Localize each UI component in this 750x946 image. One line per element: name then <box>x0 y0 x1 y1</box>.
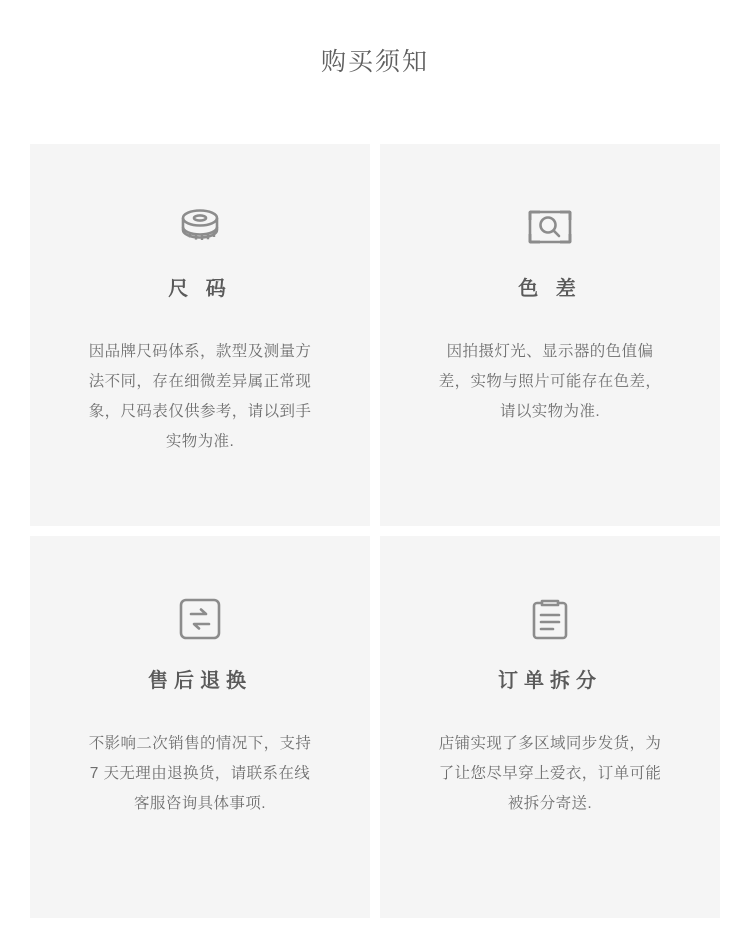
notice-card-body: 因品牌尺码体系，款型及测量方法不同，存在细微差异属正常现象，尺码表仅供参考，请以到手实物为准. <box>88 343 312 450</box>
notice-card-size <box>30 144 370 526</box>
notice-card-body: 店铺实现了多区域同步发货，为了让您尽早穿上爱衣，订单可能被拆分寄送. <box>438 735 662 812</box>
notice-card-title: 色 差 <box>518 278 582 300</box>
notice-card-return <box>30 536 370 918</box>
notice-card-split-order <box>380 536 720 918</box>
notice-card-color <box>380 144 720 526</box>
notice-card-title: 订单拆分 <box>498 670 602 692</box>
notice-card-body: 不影响二次销售的情况下，支持 7 天无理由退换货，请联系在线客服咨询具体事项. <box>88 735 312 812</box>
notice-card-title: 售后退换 <box>148 670 252 692</box>
image-search-icon <box>380 196 720 258</box>
notice-card-body: 因拍摄灯光、显示器的色值偏差，实物与照片可能存在色差，请以实物为准. <box>438 343 662 420</box>
tape-measure-icon <box>30 196 370 258</box>
notice-card-grid <box>30 144 720 918</box>
notice-card-title: 尺 码 <box>168 278 232 300</box>
clipboard-split-icon <box>380 588 720 650</box>
return-exchange-icon <box>30 588 370 650</box>
page-title: 购买须知 <box>320 48 429 76</box>
